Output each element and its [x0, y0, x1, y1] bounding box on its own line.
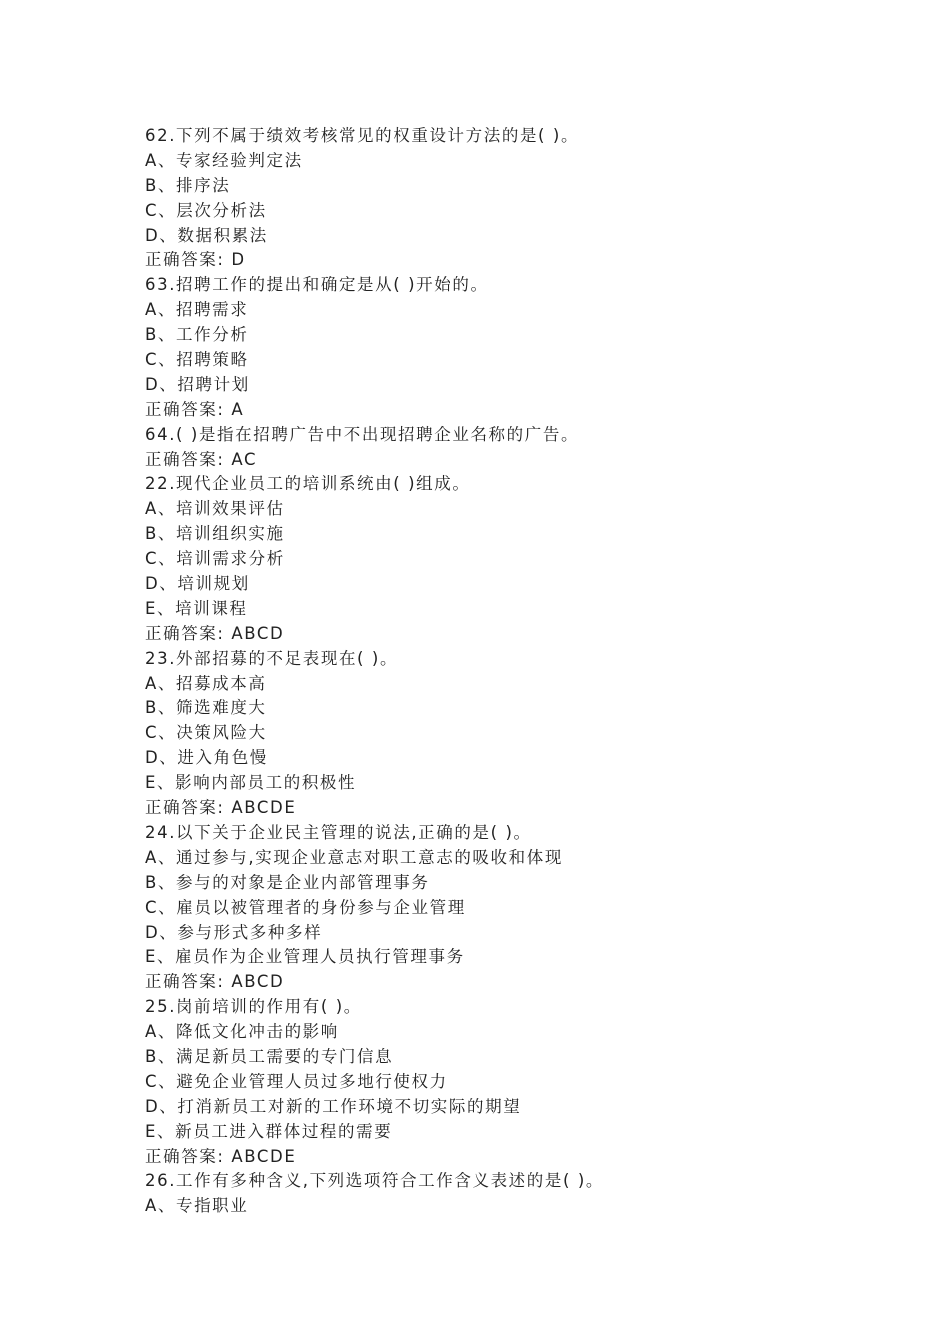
answer: 正确答案: ABCD [145, 623, 285, 643]
option-a: A、专指职业 [145, 1196, 249, 1216]
question-26: 26.工作有多种含义,下列选项符合工作含义表述的是( )。 [145, 1171, 605, 1191]
option-c: C、培训需求分析 [145, 549, 285, 569]
document-page [145, 124, 905, 1219]
option-a: A、招募成本高 [145, 673, 267, 693]
answer: 正确答案: ABCD [145, 972, 285, 992]
question-62: 62.下列不属于绩效考核常见的权重设计方法的是( )。 [145, 126, 580, 145]
option-c: C、雇员以被管理者的身份参与企业管理 [145, 897, 466, 917]
answer: 正确答案: A [145, 399, 245, 419]
option-e: E、影响内部员工的积极性 [145, 773, 357, 793]
option-d: D、培训规划 [145, 574, 250, 594]
answer: 正确答案: ABCDE [145, 1146, 297, 1166]
option-a: A、通过参与,实现企业意志对职工意志的吸收和体现 [145, 847, 563, 867]
answer: 正确答案: AC [145, 449, 258, 469]
option-c: C、层次分析法 [145, 200, 267, 220]
option-e: E、新员工进入群体过程的需要 [145, 1121, 393, 1141]
question-25: 25.岗前培训的作用有( )。 [145, 997, 362, 1017]
option-c: C、招聘策略 [145, 350, 249, 370]
answer: 正确答案: D [145, 250, 246, 270]
question-63: 63.招聘工作的提出和确定是从( )开始的。 [145, 275, 489, 295]
question-23: 23.外部招募的不足表现在( )。 [145, 648, 399, 668]
option-a: A、专家经验判定法 [145, 150, 303, 170]
option-c: C、决策风险大 [145, 723, 267, 743]
option-b: B、筛选难度大 [145, 698, 267, 718]
option-b: B、培训组织实施 [145, 524, 285, 544]
option-a: A、招聘需求 [145, 300, 249, 320]
option-d: D、打消新员工对新的工作环境不切实际的期望 [145, 1096, 522, 1116]
question-22: 22.现代企业员工的培训系统由( )组成。 [145, 474, 471, 494]
option-b: B、排序法 [145, 175, 231, 195]
question-64: 64.( )是指在招聘广告中不出现招聘企业名称的广告。 [145, 424, 580, 444]
option-a: A、培训效果评估 [145, 499, 285, 519]
option-b: B、参与的对象是企业内部管理事务 [145, 872, 430, 892]
option-b: B、工作分析 [145, 325, 249, 345]
option-a: A、降低文化冲击的影响 [145, 1022, 339, 1042]
option-e: E、培训课程 [145, 598, 248, 618]
option-d: D、数据积累法 [145, 225, 268, 245]
question-24: 24.以下关于企业民主管理的说法,正确的是( )。 [145, 822, 532, 842]
option-d: D、招聘计划 [145, 374, 250, 394]
answer: 正确答案: ABCDE [145, 798, 297, 818]
option-c: C、避免企业管理人员过多地行使权力 [145, 1071, 448, 1091]
option-e: E、雇员作为企业管理人员执行管理事务 [145, 947, 465, 967]
option-d: D、参与形式多种多样 [145, 922, 323, 942]
option-d: D、进入角色慢 [145, 748, 268, 768]
option-b: B、满足新员工需要的专门信息 [145, 1046, 394, 1066]
